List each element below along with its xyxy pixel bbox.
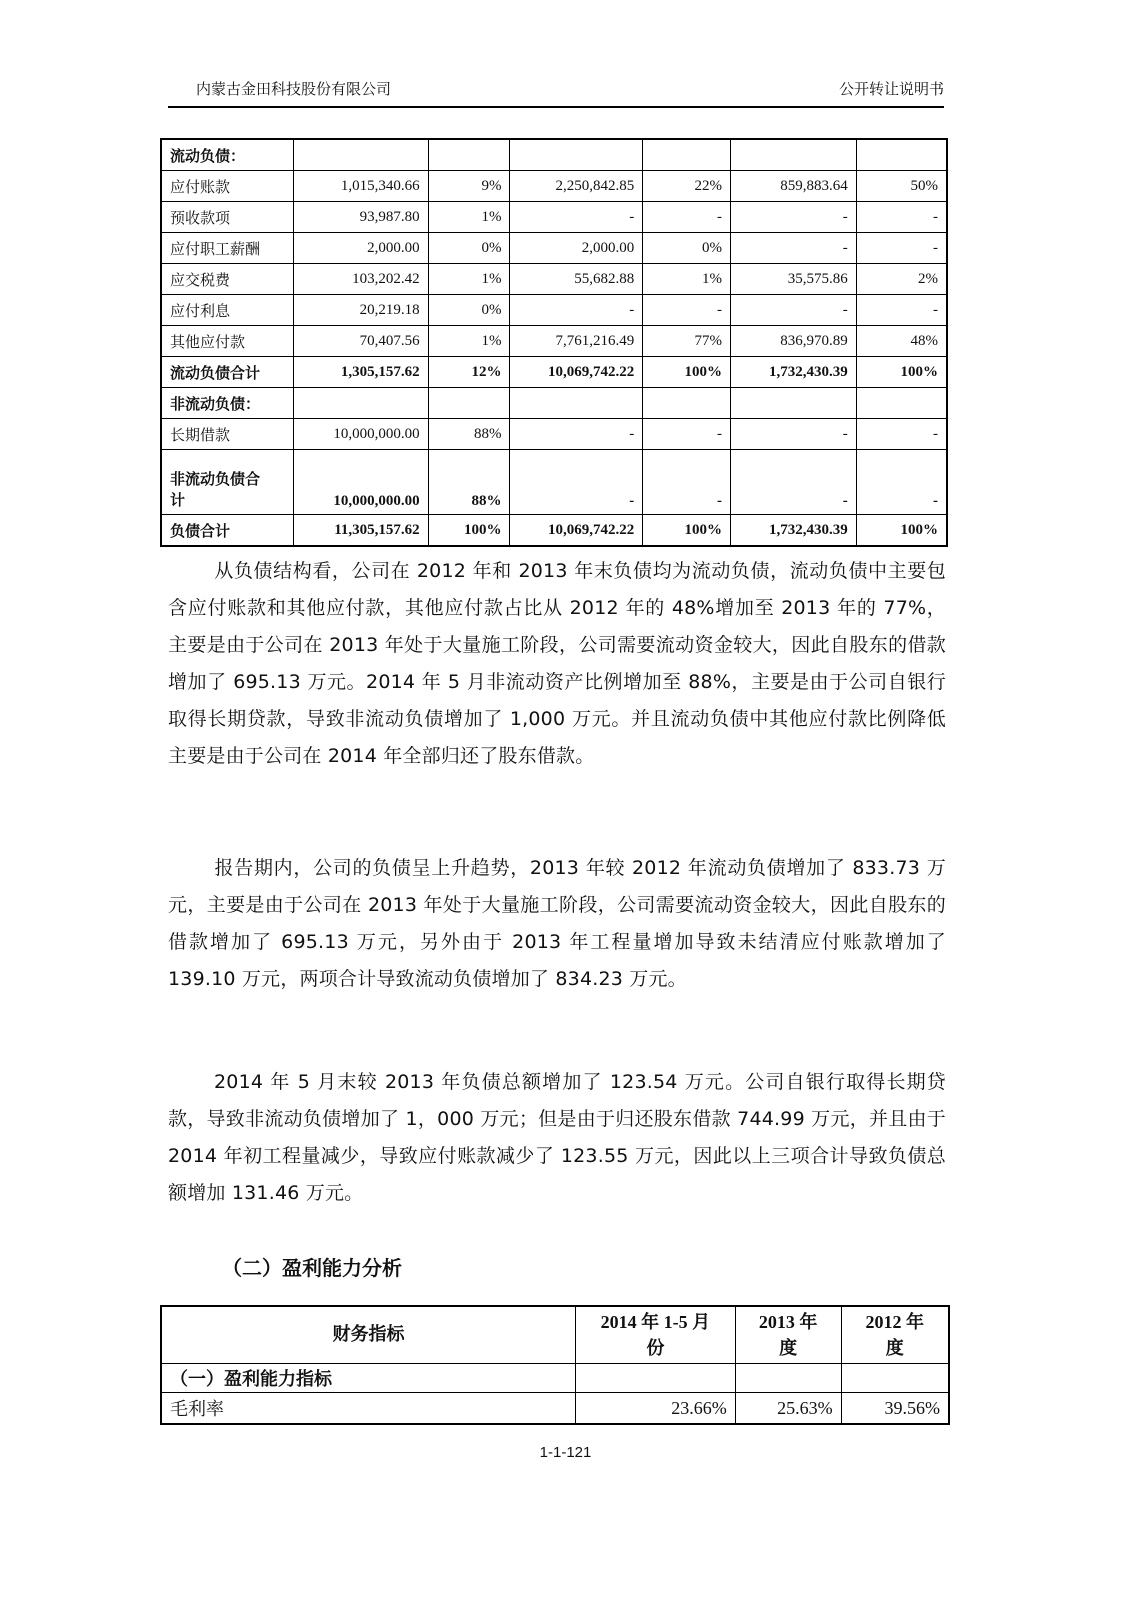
cell-value bbox=[643, 139, 731, 171]
row-label: 其他应付款 bbox=[161, 326, 293, 357]
paragraph-debt-structure bbox=[168, 553, 946, 775]
row-label: 应付利息 bbox=[161, 295, 293, 326]
cell-value bbox=[510, 139, 643, 171]
cell-value: 836,970.89 bbox=[730, 326, 856, 357]
cell-value: 1% bbox=[428, 202, 510, 233]
table-row bbox=[161, 295, 947, 326]
cell-value: 1,732,430.39 bbox=[730, 515, 856, 547]
row-label: 长期借款 bbox=[161, 419, 293, 450]
cell-value: 100% bbox=[428, 515, 510, 547]
cell-value: 1,305,157.62 bbox=[293, 357, 428, 388]
cell-value: - bbox=[730, 202, 856, 233]
cell-value: 77% bbox=[643, 326, 731, 357]
cell-value bbox=[510, 388, 643, 419]
cell-value: - bbox=[730, 233, 856, 264]
table-header-row bbox=[161, 1306, 949, 1364]
cell-value: - bbox=[730, 450, 856, 515]
document-title: 公开转让说明书 bbox=[838, 80, 944, 98]
table-row bbox=[161, 171, 947, 202]
header-2012: 2012 年 度 bbox=[841, 1306, 949, 1364]
cell-value: 11,305,157.62 bbox=[293, 515, 428, 547]
cell-value: - bbox=[510, 419, 643, 450]
row-label: 流动负债合计 bbox=[161, 357, 293, 388]
cell-value: 103,202.42 bbox=[293, 264, 428, 295]
company-name: 内蒙古金田科技股份有限公司 bbox=[196, 80, 392, 98]
cell-value: - bbox=[643, 419, 731, 450]
cell-value: 88% bbox=[428, 450, 510, 515]
table-row bbox=[161, 357, 947, 388]
cell-value: 2,000.00 bbox=[293, 233, 428, 264]
paragraph-text: 报告期内，公司的负债呈上升趋势，2013 年较 2012 年流动负债增加了 833.73 万元，主要是由于公司在 2013 年处于大量施工阶段，公司需要流动资金较大，因此自股东的借款增加了 695.13 万元，另外由于 2013 年工程量增加导致未结清应付账款增加了 139.10 万元，两项合计导致流动负债增加了 834.23 万元。 bbox=[168, 857, 946, 990]
row-label: 应付职工薪酬 bbox=[161, 233, 293, 264]
cell-value: 23.66% bbox=[576, 1393, 736, 1425]
subheader-label: （一）盈利能力指标 bbox=[161, 1364, 576, 1393]
cell-value bbox=[730, 388, 856, 419]
cell-value: 100% bbox=[643, 357, 731, 388]
cell-value: - bbox=[856, 450, 947, 515]
table-row bbox=[161, 419, 947, 450]
cell-value: 22% bbox=[643, 171, 731, 202]
cell-value: 70,407.56 bbox=[293, 326, 428, 357]
cell-value: 2,000.00 bbox=[510, 233, 643, 264]
row-label: 负债合计 bbox=[161, 515, 293, 547]
cell-value: 100% bbox=[856, 357, 947, 388]
cell-value: 20,219.18 bbox=[293, 295, 428, 326]
row-label: 应交税费 bbox=[161, 264, 293, 295]
table-row bbox=[161, 450, 947, 515]
paragraph-text: 2014 年 5 月末较 2013 年负债总额增加了 123.54 万元。公司自银行取得长期贷款，导致非流动负债增加了 1，000 万元；但是由于归还股东借款 744.99 万元，并且由于 2014 年初工程量减少，导致应付账款减少了 123.55 万元，因此以上三项合计导致负债总额增加 131.46 万元。 bbox=[168, 1071, 946, 1204]
cell-value bbox=[428, 388, 510, 419]
row-label: 预收款项 bbox=[161, 202, 293, 233]
cell-value: - bbox=[856, 233, 947, 264]
page-number: 1-1-121 bbox=[539, 1444, 592, 1461]
cell-value: 50% bbox=[856, 171, 947, 202]
profitability-table bbox=[160, 1305, 950, 1425]
cell-value: - bbox=[856, 419, 947, 450]
cell-value: 10,069,742.22 bbox=[510, 515, 643, 547]
cell-value: - bbox=[730, 419, 856, 450]
cell-value: 7,761,216.49 bbox=[510, 326, 643, 357]
cell-value: - bbox=[856, 295, 947, 326]
header-2014: 2014 年 1-5 月 份 bbox=[576, 1306, 736, 1364]
cell-value bbox=[293, 388, 428, 419]
table-row bbox=[161, 326, 947, 357]
row-label: 非流动负债合 计 bbox=[161, 450, 293, 515]
header-rule bbox=[168, 106, 944, 108]
table-row bbox=[161, 202, 947, 233]
table-row bbox=[161, 388, 947, 419]
paragraph-2014-change bbox=[168, 1064, 946, 1212]
row-label: 毛利率 bbox=[161, 1393, 576, 1425]
cell-value: 0% bbox=[428, 233, 510, 264]
cell-value: 9% bbox=[428, 171, 510, 202]
cell-value: 10,000,000.00 bbox=[293, 419, 428, 450]
header-2013: 2013 年 度 bbox=[735, 1306, 841, 1364]
row-label: 非流动负债： bbox=[161, 388, 293, 419]
cell-value: 0% bbox=[643, 233, 731, 264]
cell-value: 88% bbox=[428, 419, 510, 450]
cell-value: 48% bbox=[856, 326, 947, 357]
cell-value: 0% bbox=[428, 295, 510, 326]
paragraph-debt-trend bbox=[168, 850, 946, 998]
cell-value: 1,015,340.66 bbox=[293, 171, 428, 202]
liabilities-table bbox=[160, 138, 948, 547]
table-row bbox=[161, 515, 947, 547]
cell-value bbox=[643, 388, 731, 419]
page-header bbox=[168, 78, 944, 102]
cell-value: 12% bbox=[428, 357, 510, 388]
cell-value: 1% bbox=[428, 264, 510, 295]
section-title: （二）盈利能力分析 bbox=[222, 1256, 402, 1280]
cell-value: - bbox=[510, 450, 643, 515]
cell-value: 2,250,842.85 bbox=[510, 171, 643, 202]
cell-value: 35,575.86 bbox=[730, 264, 856, 295]
table-row bbox=[161, 233, 947, 264]
table-row bbox=[161, 139, 947, 171]
cell-value: 2% bbox=[856, 264, 947, 295]
table-row bbox=[161, 264, 947, 295]
cell-value: - bbox=[643, 202, 731, 233]
cell-value: 1% bbox=[428, 326, 510, 357]
cell-value bbox=[293, 139, 428, 171]
paragraph-text: 从负债结构看，公司在 2012 年和 2013 年末负债均为流动负债，流动负债中主要包含应付账款和其他应付款，其他应付款占比从 2012 年的 48%增加至 2013 年的 77%，主要是由于公司在 2013 年处于大量施工阶段，公司需要流动资金较大，因此自股东的借款增加了 695.13 万元。2014 年 5 月非流动资产比例增加至 88%，主要是由于公司自银行取得长期贷款，导致非流动负债增加了 1,000 万元。并且流动负债中其他应付款比例降低主要是由于公司在 2014 年全部归还了股东借款。 bbox=[168, 560, 946, 767]
cell-value: 93,987.80 bbox=[293, 202, 428, 233]
cell-value bbox=[730, 139, 856, 171]
cell-value: 25.63% bbox=[735, 1393, 841, 1425]
cell-value: - bbox=[510, 295, 643, 326]
cell-value: - bbox=[643, 450, 731, 515]
cell-value: 10,069,742.22 bbox=[510, 357, 643, 388]
cell-value: 10,000,000.00 bbox=[293, 450, 428, 515]
cell-value: - bbox=[510, 202, 643, 233]
cell-value: 100% bbox=[643, 515, 731, 547]
cell-value: 100% bbox=[856, 515, 947, 547]
cell-value: - bbox=[856, 202, 947, 233]
cell-value: - bbox=[643, 295, 731, 326]
cell-value: 39.56% bbox=[841, 1393, 949, 1425]
cell-value: 1,732,430.39 bbox=[730, 357, 856, 388]
cell-value bbox=[856, 139, 947, 171]
table-subheader-row bbox=[161, 1364, 949, 1393]
cell-value bbox=[856, 388, 947, 419]
header-financial-indicator: 财务指标 bbox=[161, 1306, 576, 1364]
cell-value: - bbox=[730, 295, 856, 326]
cell-value: 859,883.64 bbox=[730, 171, 856, 202]
row-label: 流动负债： bbox=[161, 139, 293, 171]
cell-value bbox=[428, 139, 510, 171]
cell-value: 1% bbox=[643, 264, 731, 295]
table-row bbox=[161, 1393, 949, 1425]
cell-value: 55,682.88 bbox=[510, 264, 643, 295]
row-label: 应付账款 bbox=[161, 171, 293, 202]
